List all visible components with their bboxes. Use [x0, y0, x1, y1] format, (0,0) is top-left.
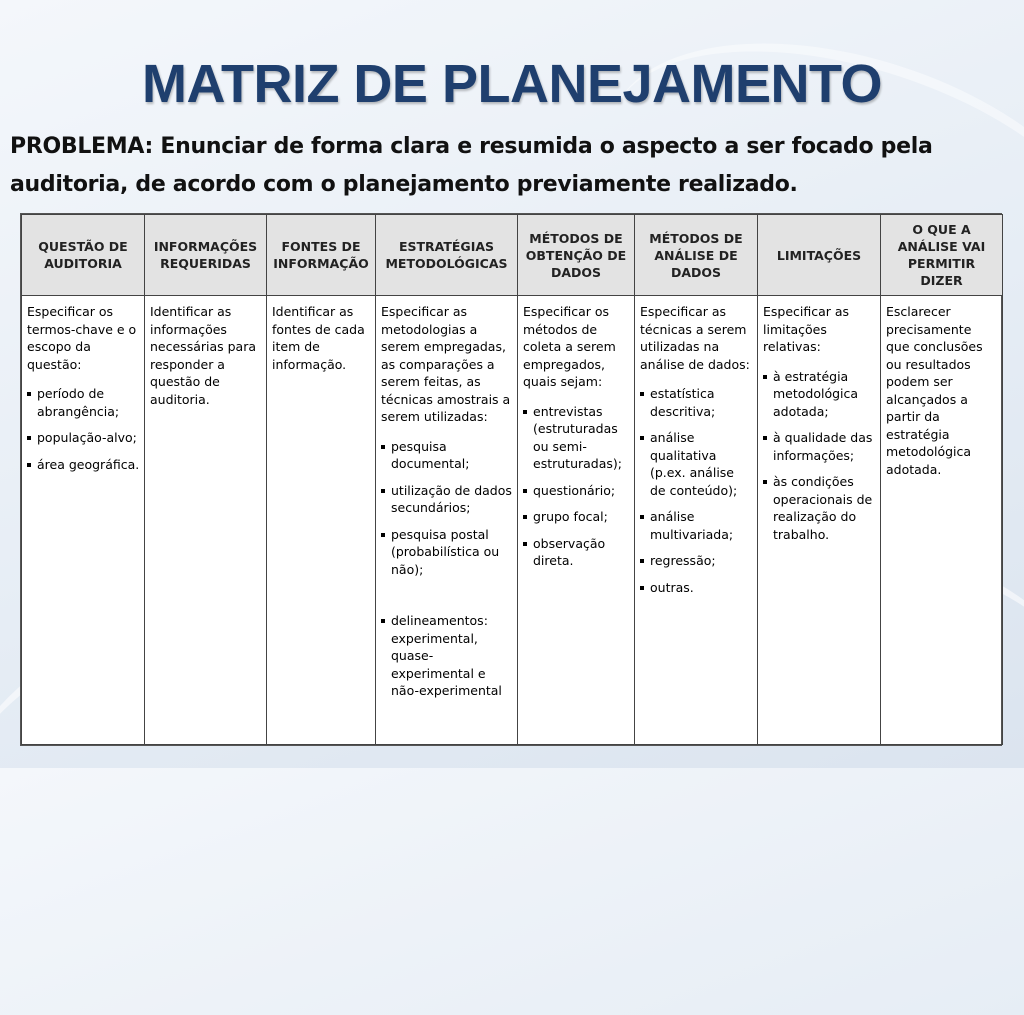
- problem-text: Enunciar de forma clara e resumida o aspecto a ser focado pela auditoria, de acordo com o planejamento previamente realizado.: [10, 134, 933, 197]
- cell-fontes-informacao: [267, 296, 376, 745]
- header-limitacoes: LIMITAÇÕES: [758, 215, 881, 296]
- planning-matrix-table: [20, 213, 1002, 746]
- cell-intro: Esclarecer precisamente que conclusões ou resultados podem ser alcançados a partir da estratégia metodológica adotada.: [886, 304, 983, 477]
- header-fontes-informacao: FONTES DE INFORMAÇÃO: [267, 215, 376, 296]
- header-o-que-permite-dizer: O QUE A ANÁLISE VAI PERMITIR DIZER: [881, 215, 1003, 296]
- list-item: outras.: [640, 579, 753, 597]
- header-questao-auditoria: QUESTÃO DE AUDITORIA: [22, 215, 145, 296]
- header-metodos-obtencao-dados: MÉTODOS DE OBTENÇÃO DE DADOS: [518, 215, 635, 296]
- header-informacoes-requeridas: INFORMAÇÕES REQUERIDAS: [145, 215, 267, 296]
- list-item: estatística descritiva;: [640, 385, 753, 420]
- list-item: pesquisa postal (probabilística ou não);: [381, 526, 513, 579]
- bullet-list: [381, 438, 513, 700]
- list-item: grupo focal;: [523, 508, 630, 526]
- list-item: área geográfica.: [27, 456, 140, 474]
- problem-label: PROBLEMA:: [10, 134, 154, 159]
- cell-estrategias-metodologicas: [376, 296, 518, 745]
- list-item: delineamentos: experimental, quase-experimental e não-experimental: [381, 612, 513, 700]
- bullet-list: [640, 385, 753, 596]
- cell-limitacoes: [758, 296, 881, 745]
- bullet-list: [523, 403, 630, 570]
- list-item: questionário;: [523, 482, 630, 500]
- list-item: pesquisa documental;: [381, 438, 513, 473]
- list-item: utilização de dados secundários;: [381, 482, 513, 517]
- list-item: período de abrangência;: [27, 385, 140, 420]
- slide-title: MATRIZ DE PLANEJAMENTO: [141, 54, 883, 114]
- cell-intro: Especificar os termos-chave e o escopo da questão:: [27, 304, 137, 372]
- cell-intro: Identificar as fontes de cada item de informação.: [272, 304, 365, 372]
- cell-intro: Especificar as técnicas a serem utilizadas na análise de dados:: [640, 304, 750, 372]
- bullet-list: [763, 368, 876, 544]
- cell-informacoes-requeridas: [145, 296, 267, 745]
- table-header-row: [22, 215, 1003, 296]
- list-item: entrevistas (estruturadas ou semi-estruturadas);: [523, 403, 630, 473]
- problem-statement: [10, 128, 1010, 204]
- bullet-list: [27, 385, 140, 473]
- cell-intro: Especificar as limitações relativas:: [763, 304, 850, 354]
- list-item: regressão;: [640, 552, 753, 570]
- cell-metodos-analise-dados: [635, 296, 758, 745]
- cell-intro: Especificar as metodologias a serem empregadas, as comparações a serem feitas, as técnicas amostrais a serem utilizadas:: [381, 304, 511, 424]
- header-metodos-analise-dados: MÉTODOS DE ANÁLISE DE DADOS: [635, 215, 758, 296]
- list-item: às condições operacionais de realização do trabalho.: [763, 473, 876, 543]
- table-row: [22, 296, 1003, 745]
- list-item: à estratégia metodológica adotada;: [763, 368, 876, 421]
- cell-o-que-permite-dizer: [881, 296, 1003, 745]
- header-estrategias-metodologicas: ESTRATÉGIAS METODOLÓGICAS: [376, 215, 518, 296]
- list-item: à qualidade das informações;: [763, 429, 876, 464]
- list-item: análise multivariada;: [640, 508, 753, 543]
- list-item: análise qualitativa (p.ex. análise de conteúdo);: [640, 429, 753, 499]
- cell-intro: Especificar os métodos de coleta a serem empregados, quais sejam:: [523, 304, 616, 389]
- cell-intro: Identificar as informações necessárias para responder a questão de auditoria.: [150, 304, 257, 407]
- list-item: população-alvo;: [27, 429, 140, 447]
- cell-metodos-obtencao-dados: [518, 296, 635, 745]
- list-item: observação direta.: [523, 535, 630, 570]
- cell-questao-auditoria: [22, 296, 145, 745]
